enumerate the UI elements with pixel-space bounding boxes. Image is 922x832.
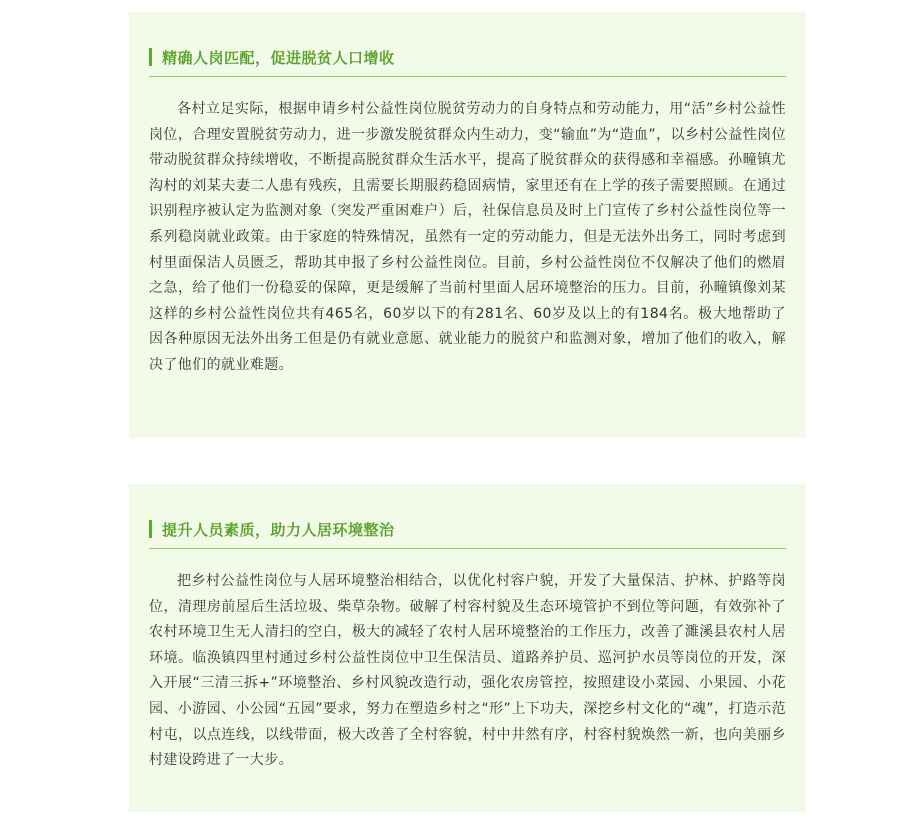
section-heading-1	[149, 42, 786, 77]
section-title-1: 精确人岗匹配，促进脱贫人口增收	[162, 48, 395, 67]
heading-accent-bar	[149, 520, 152, 538]
section-title-2: 提升人员素质，助力人居环境整治	[162, 520, 395, 539]
section-body-2: 把乡村公益性岗位与人居环境整治相结合，以优化村容户貌，开发了大量保洁、护林、护路等岗位，清理房前屋后生活垃圾、柴草杂物。破解了村容村貌及生态环境管护不到位等问题，有效弥补了农村环境卫生无人清扫的空白，极大的减轻了农村人居环境整治的工作压力，改善了濉溪县农村人居环境。临涣镇四里村通过乡村公益性岗位中卫生保洁员、道路养护员、巡河护水员等岗位的开发，深入开展“三清三拆+”环境整治、乡村风貌改造行动，强化农房管控，按照建设小菜园、小果园、小花园、小游园、小公园“五园”要求，努力在塑造乡村之“形”上下功夫，深挖乡村文化的“魂”，打造示范村屯，以点连线，以线带面，极大改善了全村容貌，村中井然有序，村容村貌焕然一新，也向美丽乡村建设跨进了一大步。	[149, 573, 786, 769]
section-card-2	[129, 484, 806, 812]
heading-accent-bar	[149, 48, 152, 66]
section-card-1	[129, 12, 806, 438]
section-heading-2	[149, 514, 786, 549]
section-body-1: 各村立足实际，根据申请乡村公益性岗位脱贫劳动力的自身特点和劳动能力，用“活”乡村公益性岗位，合理安置脱贫劳动力，进一步激发脱贫群众内生动力，变“输血”为“造血”，以乡村公益性岗位带动脱贫群众持续增收，不断提高脱贫群众生活水平，提高了脱贫群众的获得感和幸福感。孙疃镇尤沟村的刘某夫妻二人患有残疾，且需要长期服药稳固病情，家里还有在上学的孩子需要照顾。在通过识别程序被认定为监测对象（突发严重困难户）后，社保信息员及时上门宣传了乡村公益性岗位等一系列稳岗就业政策。由于家庭的特殊情况，虽然有一定的劳动能力，但是无法外出务工，同时考虑到村里面保洁人员匮乏，帮助其申报了乡村公益性岗位。目前，乡村公益性岗位不仅解决了他们的燃眉之急，给了他们一份稳妥的保障，更是缓解了当前村里面人居环境整治的压力。目前，孙疃镇像刘某这样的乡村公益性岗位共有465名，60岁以下的有281名、60岁及以上的有184名。极大地帮助了因各种原因无法外出务工但是仍有就业意愿、就业能力的脱贫户和监测对象，增加了他们的收入，解决了他们的就业难题。	[149, 101, 786, 373]
